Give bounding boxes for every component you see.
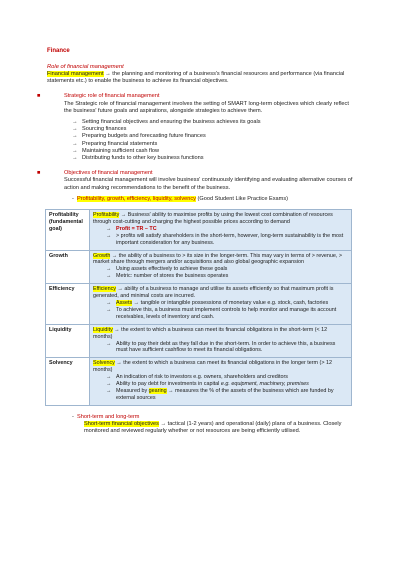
strategic-list [47,119,353,162]
bullet-icon: ■ [37,93,41,100]
dash-icon: - [72,195,74,202]
intro-paragraph [47,71,353,85]
arrow-icon: → [106,266,112,273]
objectives-heading [37,170,353,177]
row-label: Liquidity [46,324,90,358]
row-label: Growth [46,250,90,284]
arrow-icon: → [72,155,78,162]
strategic-text: The Strategic role of financial management involves the setting of SMART long-term objectives which clearly reflect the business' future goals and aspirations, alongside strategies to achieve them. [64,100,349,114]
bullet-icon: ■ [37,170,41,177]
objectives-subline [47,196,353,203]
list-item: → Preparing budgets and forecasting future finances [72,133,206,140]
list-item: → Setting financial objectives and ensuring the business achieves its goals [72,119,261,126]
objectives-text: Successful financial management will involve business' continuously identifying and evaluating alternative courses of action and making recommendations to the benefit of the business. [64,177,353,191]
row-label: Solvency [46,358,90,405]
objectives-heading-text: Objectives of financial management [64,170,153,177]
row-content: Liquidity → the extent to which a business can meet its financial obligations in the short-term (< 12 months) → Ability to pay their debt as they fall due in the short-term. In order to achieve this, a business must have sufficient cashflow to meet its financial obligations. [90,324,352,358]
row-content: Solvency → the extent to which a business can meet its financial obligations in the longer term (> 12 months) → An indication of risk to investors e.g. owners, shareholders and creditors → Ability to pay debt for investments in capital e.g. equipment, machinery, premises → Measured by gearing → measures the % of the assets of the business which are funded by external sources [90,358,352,405]
table-row [46,324,352,358]
row-content: Profitability → Business' ability to maximise profits by using the lowest cost combination of resources through cost-cutting and charging the highest possible prices according to demand → Profit = TR – TC → > profits will satisfy shareholders in the short-term, however, long-term sustainability is the most important consideration for any business. [90,210,352,251]
arrow-icon: → [106,273,112,280]
short-term-paragraph: Short-term financial objectives → tactical (1-2 years) and operational (daily) plans of a business. Closely monitored and reviewed regularly whether or not resources are being efficiently utilised. [84,421,342,435]
arrow-icon: → [72,119,78,126]
arrow-icon: → [72,140,78,147]
strategic-heading [37,93,353,100]
page-title: Finance [47,48,70,54]
strategic-heading-text: Strategic role of financial management [64,93,160,100]
short-term-text: tactical (1-2 years) and operational (daily) plans of a business. Closely monitored and reviewed regularly whether or not resources are being efficiently utilised. [84,421,342,435]
arrow-icon: → [106,340,112,347]
dash-icon: - [72,413,74,420]
arrow-icon: → [106,225,112,232]
list-item: → Sourcing finances [72,126,127,133]
table-row [46,210,352,251]
arrow-icon: → [106,374,112,381]
row-label: Profitability (fundamental goal) [46,210,90,251]
table-row [46,284,352,325]
term-financial-management: Financial management [47,71,104,77]
section-heading-role: Role of financial management [47,64,124,70]
mnemonic-text: (Good Student Like Practice Exams) [195,195,288,202]
arrow-icon: → [106,306,112,313]
row-content: Efficiency → ability of a business to manage and utilise its assets efficiently so that maximum profit is generated, and minimal costs are incurred. → Assets → tangible or intangible possessions of monetary value e.g. stock, cash, factories → To achieve this, a business must implement controls to help monitor and manage its account receivables, levels of inventory and cash. [90,284,352,325]
table-row [46,250,352,284]
row-content: Growth → the ability of a business to > its size in the longer-term. This may vary in terms of > revenue, > market share through mergers and/or acquisitions and also global geographic expansion → Using assets effectively to achieve these goals → Metric: number of stores the business operates [90,250,352,284]
list-item: → Preparing financial statements [72,140,158,147]
short-long-heading [47,414,353,421]
arrow-icon: → [72,147,78,154]
objectives-table [45,209,352,406]
arrow-icon: → [72,126,78,133]
list-item: → Maintaining sufficient cash flow [72,147,160,154]
arrow-icon: → [105,71,111,77]
short-long-heading-text: Short-term and long-term [76,413,140,420]
table-row [46,358,352,405]
list-item: → Distributing funds to other key business functions [72,155,204,162]
row-label: Efficiency [46,284,90,325]
intro-text: the planning and monitoring of a business's financial resources and performance (via financial statements etc.) to enable the business to achieve its financial objectives. [47,71,345,85]
arrow-icon: → [106,387,112,394]
arrow-icon: → [106,232,112,239]
arrow-icon: → [106,381,112,388]
arrow-icon: → [72,133,78,140]
objectives-list-label: Profitability, growth, efficiency, liquidity, solvency [76,195,196,202]
term-short-term: Short-term financial objectives [84,421,159,427]
arrow-icon: → [106,300,112,307]
